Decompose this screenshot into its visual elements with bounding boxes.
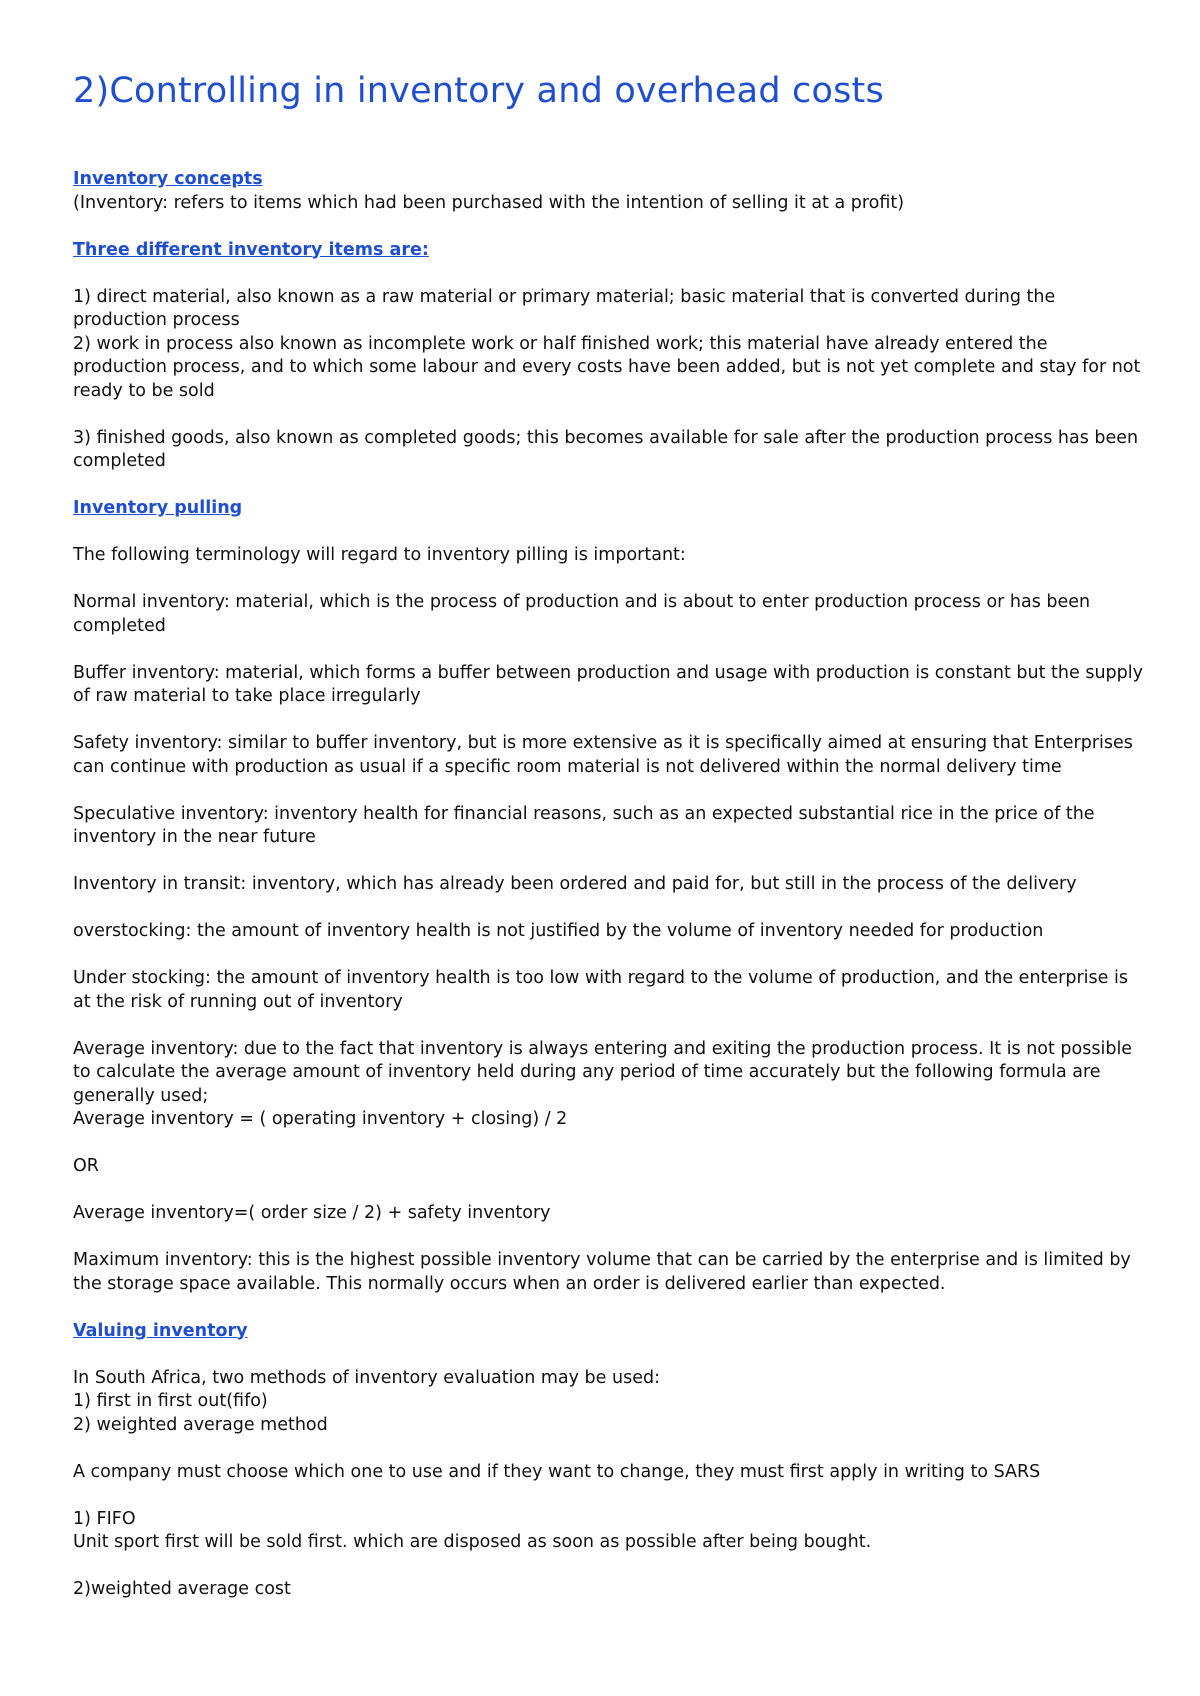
spacer	[73, 1343, 1143, 1367]
speculative-inventory: Speculative inventory: inventory health for financial reasons, such as an expected substantial rice in the price of the inventory in the near future	[73, 803, 1095, 847]
item-direct-material: 1) direct material, also known as a raw material or primary material; basic material that is converted during the production process	[73, 286, 1056, 330]
fifo-heading: 1) FIFO	[73, 1508, 136, 1529]
spacer	[73, 1437, 1143, 1461]
average-formula-1: Average inventory = ( operating inventory + closing) / 2	[73, 1109, 568, 1129]
heading-valuing-inventory: Valuing inventory	[73, 1320, 248, 1341]
spacer	[73, 215, 1143, 239]
weighted-average-heading: 2)weighted average cost	[73, 1579, 291, 1599]
spacer	[73, 779, 1143, 803]
method-choice: A company must choose which one to use and if they want to change, they must first apply in writing to SARS	[73, 1461, 1041, 1482]
spacer	[73, 897, 1143, 921]
method-weighted-average: 2) weighted average method	[73, 1414, 328, 1435]
pulling-intro: The following terminology will regard to inventory pilling is important:	[73, 545, 686, 565]
spacer	[73, 262, 1143, 286]
item-finished-goods: 3) finished goods, also known as completed goods; this becomes available for sale after the production process has been completed	[73, 427, 1139, 471]
spacer	[73, 944, 1143, 968]
heading-inventory-pulling: Inventory pulling	[73, 498, 243, 518]
heading-inventory-concepts: Inventory concepts	[73, 169, 263, 189]
spacer	[73, 709, 1143, 733]
method-fifo: 1) first in first out(fifo)	[73, 1391, 268, 1411]
normal-inventory: Normal inventory: material, which is the process of production and is about to enter production process or has been completed	[73, 592, 1091, 636]
item-work-in-process: 2) work in process also known as incomplete work or half finished work; this material have already entered the production process, and to which some labour and every costs have been added, but is not yet complete and stay for not ready to be sold	[73, 333, 1141, 401]
valuing-intro: In South Africa, two methods of inventory evaluation may be used:	[73, 1367, 660, 1388]
spacer	[73, 1484, 1143, 1508]
safety-inventory: Safety inventory: similar to buffer inventory, but is more extensive as it is specifically aimed at ensuring that Enterprises can continue with production as usual if a specific room material is not delivered within the normal delivery time	[73, 733, 1133, 777]
spacer	[73, 1179, 1143, 1203]
or-label: OR	[73, 1156, 99, 1176]
spacer	[73, 1014, 1143, 1038]
inventory-in-transit: Inventory in transit: inventory, which has already been ordered and paid for, but still in the process of the delivery	[73, 874, 1077, 894]
average-formula-2: Average inventory=( order size / 2) + safety inventory	[73, 1203, 551, 1223]
fifo-text: Unit sport first will be sold first. which are disposed as soon as possible after being bought.	[73, 1532, 872, 1552]
overstocking: overstocking: the amount of inventory health is not justified by the volume of inventory needed for production	[73, 921, 1044, 941]
document-page	[73, 70, 1143, 1602]
average-inventory: Average inventory: due to the fact that inventory is always entering and exiting the production process. It is not possible to calculate the average amount of inventory held during any period of time accurately but the following formula are generally used;	[73, 1038, 1133, 1106]
spacer	[73, 850, 1143, 874]
buffer-inventory: Buffer inventory: material, which forms a buffer between production and usage with production is constant but the supply of raw material to take place irregularly	[73, 662, 1143, 706]
spacer	[73, 474, 1143, 498]
heading-three-items: Three different inventory items are:	[73, 239, 429, 260]
spacer	[73, 403, 1143, 427]
spacer	[73, 638, 1143, 662]
document-title: 2)Controlling in inventory and overhead costs	[73, 71, 884, 111]
spacer	[73, 1296, 1143, 1320]
spacer	[73, 1555, 1143, 1579]
maximum-inventory: Maximum inventory: this is the highest possible inventory volume that can be carried by the enterprise and is limited by the storage space available. This normally occurs when an order is delivered earlier than expected.	[73, 1250, 1131, 1294]
under-stocking: Under stocking: the amount of inventory health is too low with regard to the volume of production, and the enterprise is at the risk of running out of inventory	[73, 968, 1128, 1012]
spacer	[73, 521, 1143, 545]
spacer	[73, 568, 1143, 592]
inventory-definition: (Inventory: refers to items which had been purchased with the intention of selling it at a profit)	[73, 192, 905, 213]
spacer	[73, 1132, 1143, 1156]
spacer	[73, 1226, 1143, 1250]
